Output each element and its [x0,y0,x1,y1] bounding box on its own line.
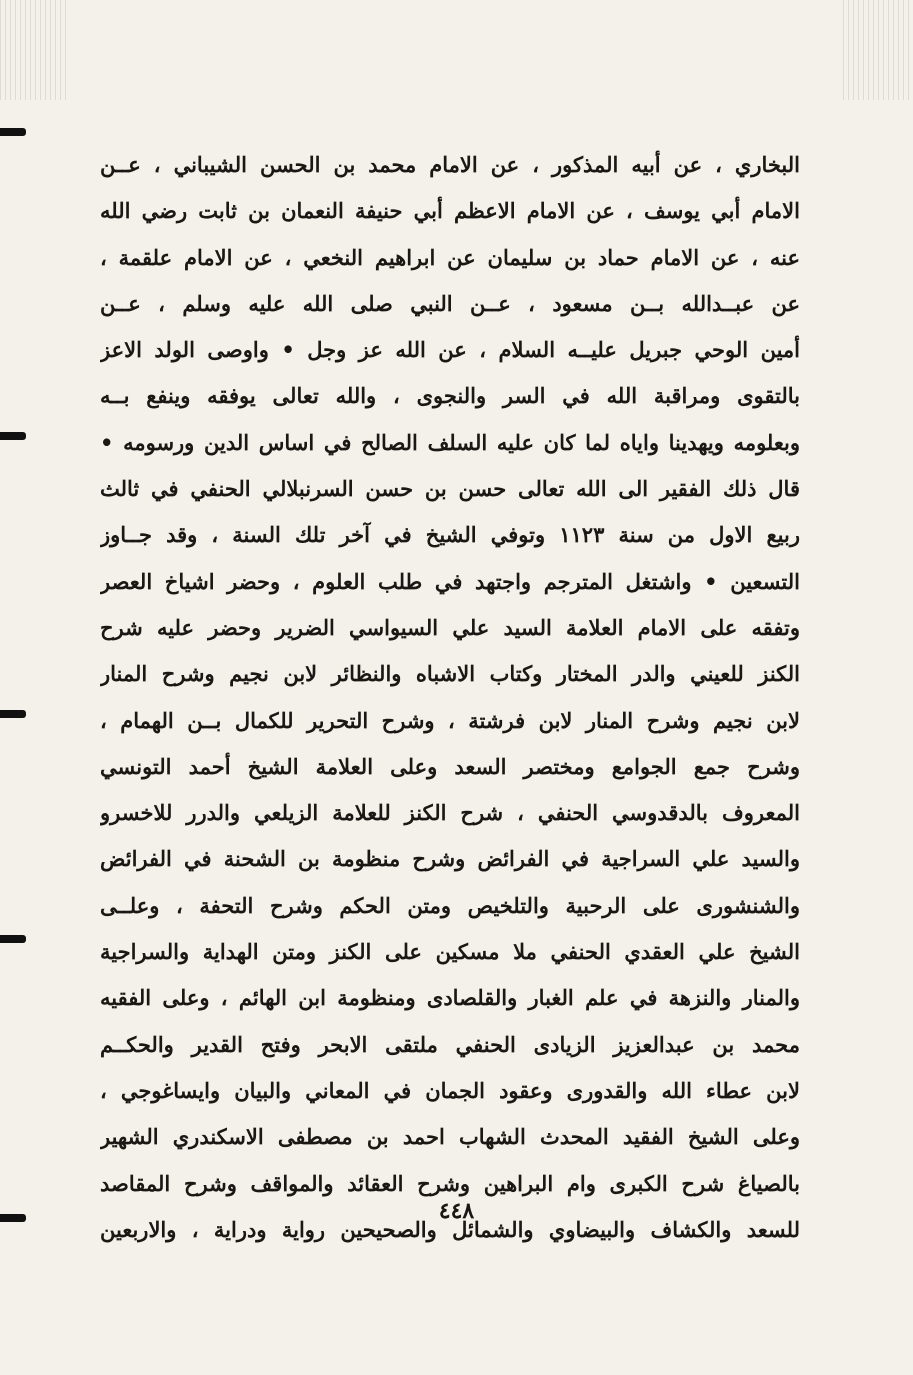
text-line: والسيد علي السراجية في الفرائض وشرح منظومة بن الشحنة في الفرائض [100,846,800,872]
margin-mark [0,935,26,943]
text-line: بالتقوى ومراقبة الله في السر والنجوى ، والله تعالى يوفقه وينفع بــه [100,383,800,409]
text-line: البخاري ، عن أبيه المذكور ، عن الامام محمد بن الحسن الشيباني ، عــن [100,152,800,177]
text-line: الامام أبي يوسف ، عن الامام الاعظم أبي حنيفة النعمان بن ثابت رضي الله [100,198,800,224]
text-line: أمين الوحي جبريل عليــه السلام ، عن الله عز وجل • واوصى الولد الاعز [100,337,800,363]
text-line: وشرح جمع الجوامع ومختصر السعد وعلى العلامة الشيخ أحمد التونسي [100,753,800,779]
scan-noise [843,0,913,100]
body-text [100,142,800,1253]
scan-noise [0,0,70,100]
text-line: قال ذلك الفقير الى الله تعالى حسن بن حسن السرنبلالي الحنفي في ثالث [100,476,800,502]
text-line: وبعلومه ويهدينا واياه لما كان عليه السلف الصالح في اساس الدين ورسومه • [100,429,800,455]
text-line: ربيع الاول من سنة ١١٢٣ وتوفي الشيخ في آخر تلك السنة ، وقد جــاوز [100,522,800,548]
text-line: عنه ، عن الامام حماد بن سليمان عن ابراهيم النخعي ، عن الامام علقمة ، [100,244,800,270]
text-line: المعروف بالدقدوسي الحنفي ، شرح الكنز للعلامة الزيلعي والدرر للاخسرو [100,800,800,826]
margin-mark [0,432,26,440]
margin-mark [0,128,26,136]
text-line: التسعين • واشتغل المترجم واجتهد في طلب العلوم ، وحضر اشياخ العصر [100,568,800,594]
text-line: بالصياغ شرح الكبرى وام البراهين وشرح العقائد والمواقف وشرح المقاصد [100,1170,800,1196]
text-line: عن عبــدالله بــن مسعود ، عــن النبي صلى الله عليه وسلم ، عــن [100,290,800,316]
text-line: للسعد والكشاف والبيضاوي والشمائل والصحيحين رواية ودراية ، والاربعين [100,1216,800,1242]
text-line: لابن نجيم وشرح المنار لابن فرشتة ، وشرح التحرير للكمال بــن الهمام ، [100,707,800,733]
text-line: محمد بن عبدالعزيز الزيادى الحنفي ملتقى الابحر وفتح القدير والحكــم [100,1031,800,1057]
text-line: وتفقه على الامام العلامة السيد علي السيواسي الضرير وحضر عليه شرح [100,614,800,640]
text-line: والمنار والنزهة في علم الغبار والقلصادى ومنظومة ابن الهائم ، وعلى الفقيه [100,985,800,1011]
text-line: الكنز للعيني والدر المختار وكتاب الاشباه والنظائر لابن نجيم وشرح المنار [100,661,800,687]
text-line: لابن عطاء الله والقدورى وعقود الجمان في المعاني والبيان وايساغوجي ، [100,1077,800,1103]
page-number: ٤٤٨ [438,1198,475,1224]
margin-mark [0,710,26,718]
text-line: الشيخ علي العقدي الحنفي ملا مسكين على الكنز ومتن الهداية والسراجية [100,939,800,965]
text-line: والشنشورى على الرحبية والتلخيص ومتن الحكم وشرح التحفة ، وعلــى [100,892,800,918]
text-line: وعلى الشيخ الفقيد المحدث الشهاب احمد بن مصطفى الاسكندري الشهير [100,1124,800,1150]
